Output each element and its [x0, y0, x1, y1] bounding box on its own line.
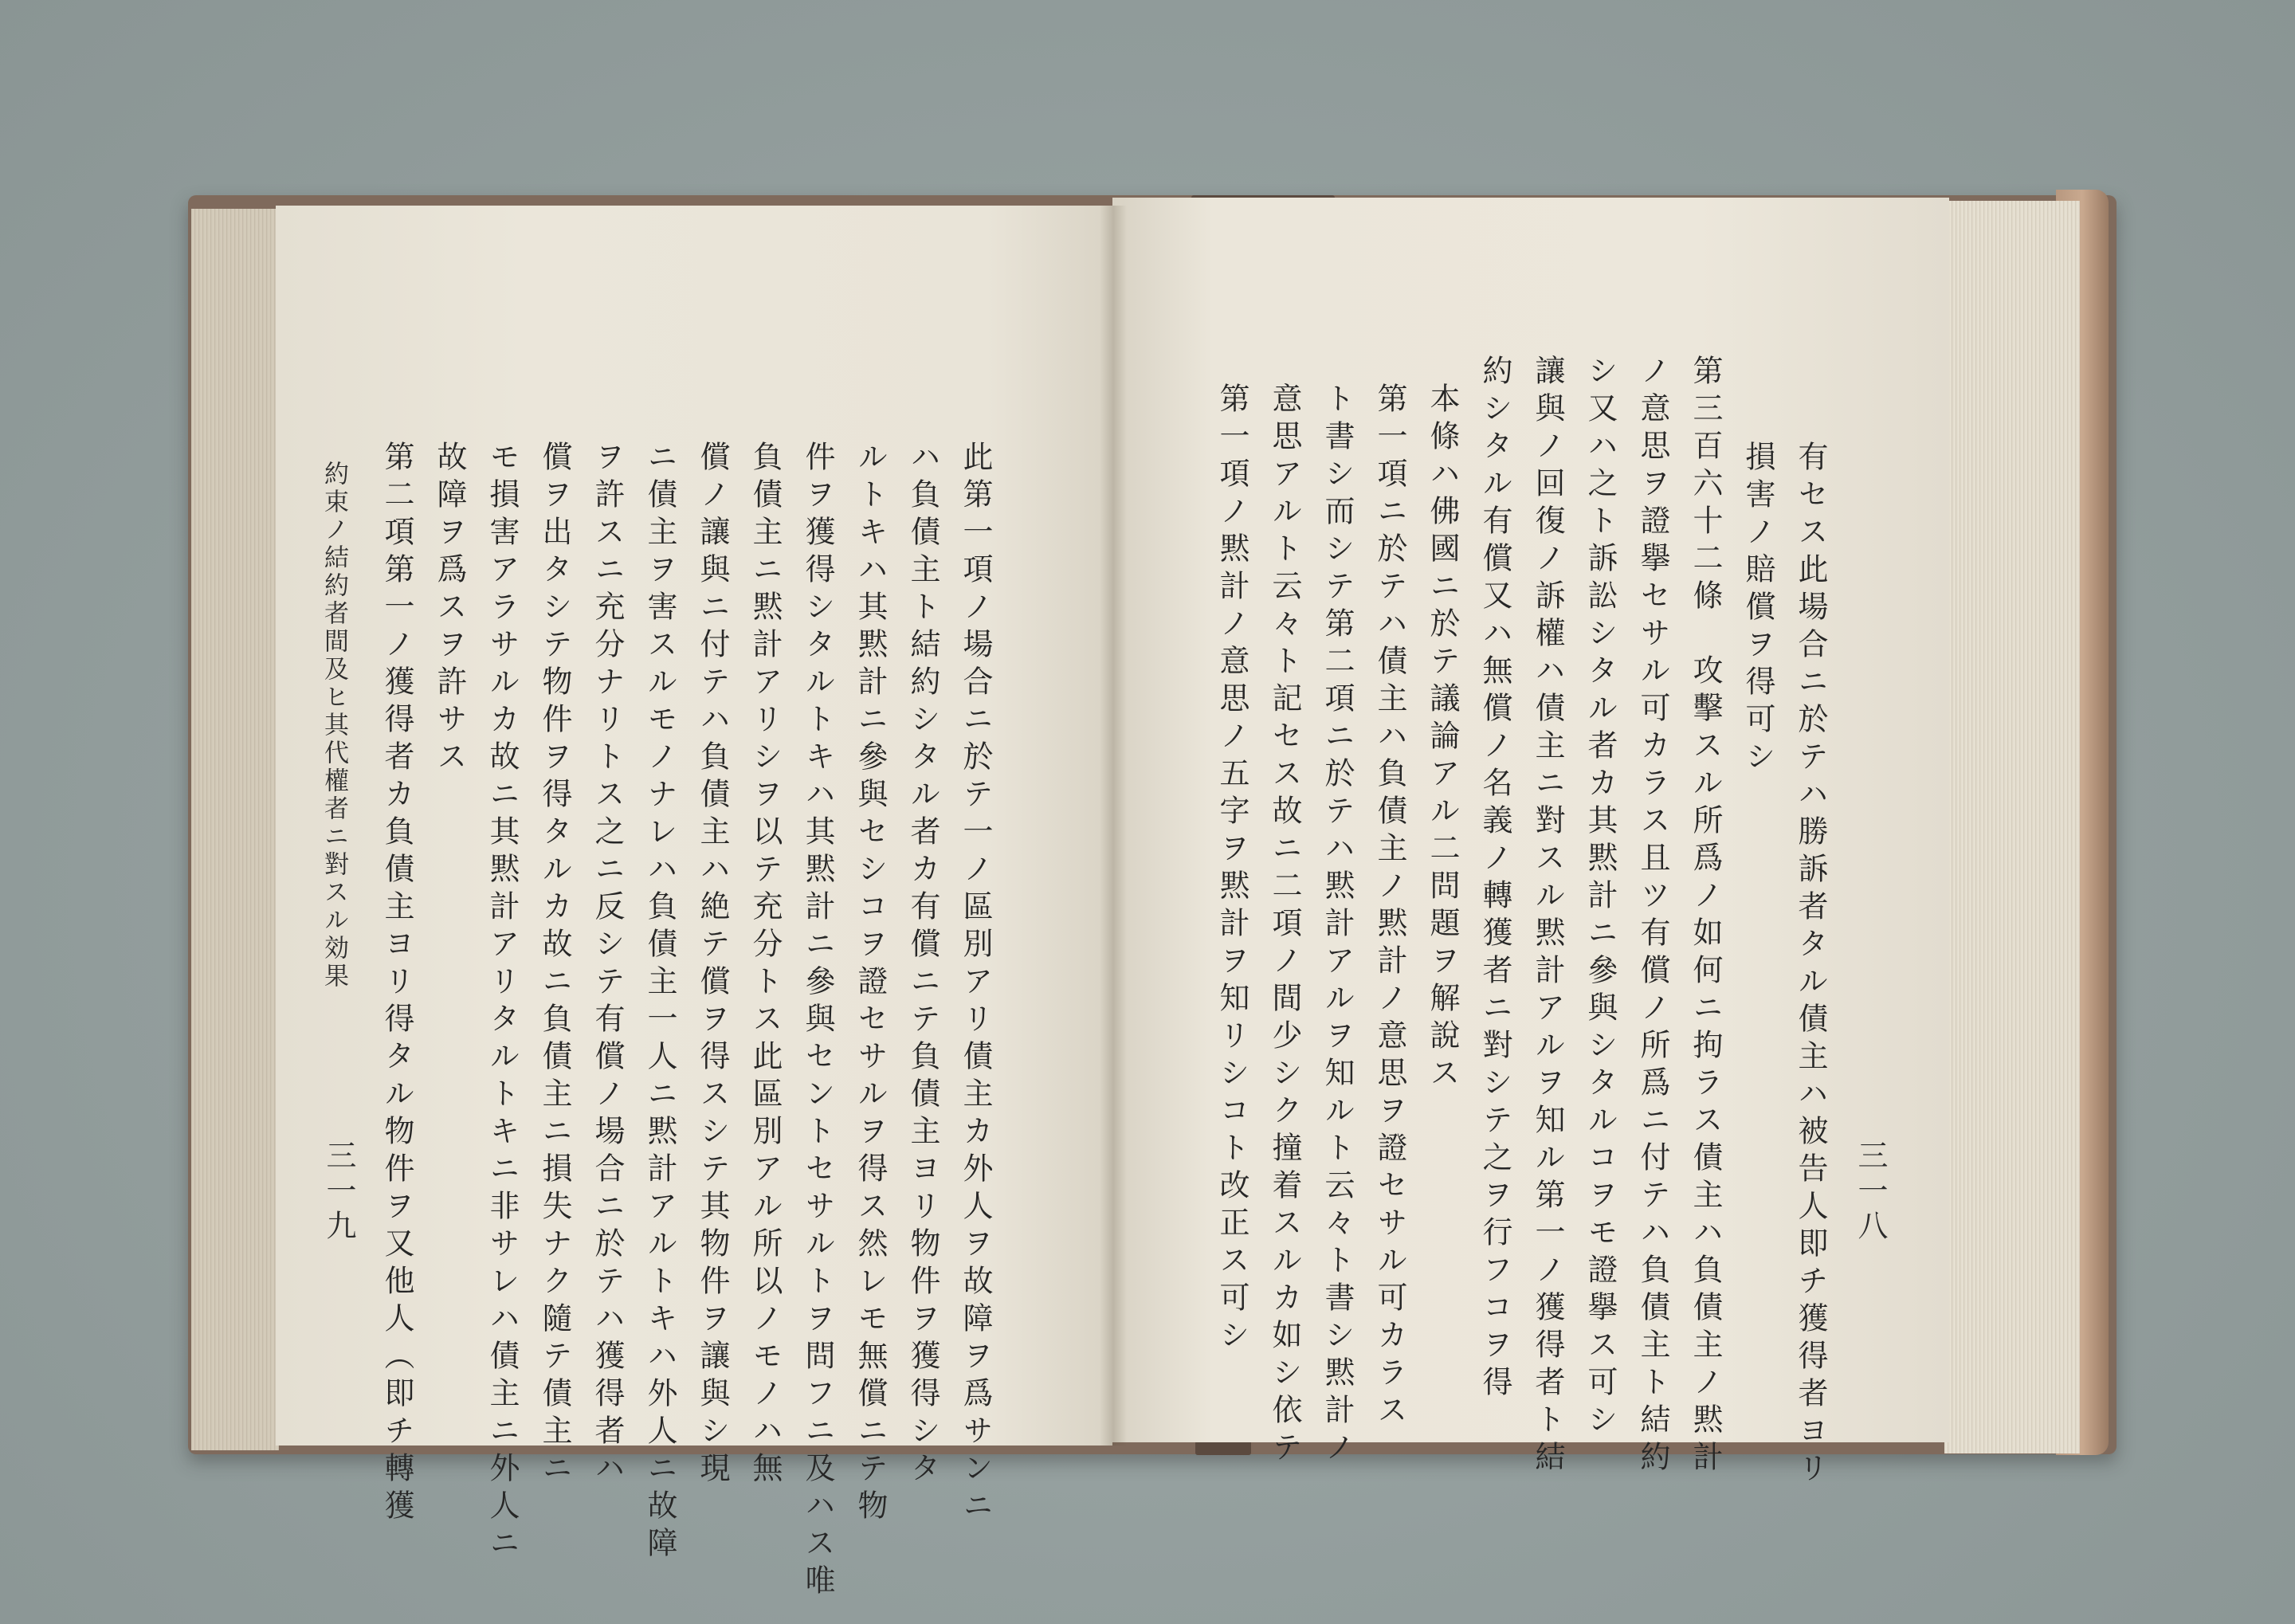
right-column-5: シ又ハ之ト訴訟シタル者カ其黙計ニ參與シタルコヲモ證擧ス可シ: [1583, 355, 1618, 1441]
left-column-6: 償ノ讓與ニ付テハ負債主ハ絶テ償ヲ得スシテ其物件ヲ讓與シ現: [695, 441, 730, 1489]
left-column-3: ルトキハ其黙計ニ參與セシコヲ證セサルヲ得ス然レモ無償ニテ物: [853, 441, 888, 1527]
left-column-12: 第二項第一ノ獲得者カ負債主ヨリ得タル物件ヲ又他人（即チ轉獲: [379, 441, 414, 1527]
right-column-12: 第一項ノ黙計ノ意思ノ五字ヲ黙計ヲ知リシコト改正ス可シ: [1214, 382, 1250, 1356]
book-strap-bottom: [1195, 1441, 1251, 1455]
right-column-3: 第三百六十二條 攻擊スル所爲ノ如何ニ拘ラス債主ハ負債主ノ黙計: [1688, 355, 1723, 1478]
running-head: 約束ノ結約者間及ヒ其代權者ニ對スル効果: [320, 461, 348, 990]
left-column-2: ハ負債主ト結約シタル者カ有償ニテ負債主ヨリ物件ヲ獲得シタ: [905, 441, 940, 1489]
right-column-8: 本條ハ佛國ニ於テ議論アル二問題ヲ解說ス: [1425, 382, 1460, 1094]
left-column-5: 負債主ニ黙計アリシヲ以テ充分トス此區別アル所以ノモノハ無: [747, 441, 783, 1489]
right-column-4: ノ意思ヲ證擧セサル可カラス且ツ有償ノ所爲ニ付テハ負債主ト結約: [1635, 355, 1670, 1478]
left-column-11: 故障ヲ爲スヲ許サス: [432, 441, 467, 778]
right-column-6: 讓與ノ回復ノ訴權ハ債主ニ對スル黙計アルヲ知ル第一ノ獲得者ト結: [1530, 355, 1565, 1478]
right-page-number: 三一八: [1853, 1140, 1888, 1245]
left-page-number: 三一九: [321, 1140, 356, 1245]
left-column-10: モ損害アラサルカ故ニ其黙計アリタルトキニ非サレハ債主ニ外人ニ: [484, 441, 520, 1564]
right-column-10: ト書シ而シテ第二項ニ於テハ黙計アルヲ知ルト云々ト書シ黙計ノ: [1320, 382, 1355, 1469]
left-column-1: 此第一項ノ場合ニ於テ一ノ區別アリ債主カ外人ヲ故障ヲ爲サンニ: [958, 441, 993, 1527]
left-column-7: ニ債主ヲ害スルモノナレハ負債主一人ニ黙計アルトキハ外人ニ故障: [642, 441, 677, 1564]
left-column-8: ヲ許スニ充分ナリトス之ニ反シテ有償ノ場合ニ於テハ獲得者ハ: [590, 441, 625, 1489]
right-page-stack: [1944, 201, 2080, 1453]
left-page-stack: [191, 209, 279, 1450]
right-column-7: 約シタル有償又ハ無償ノ名義ノ轉獲者ニ對シテ之ヲ行フコヲ得: [1477, 355, 1512, 1403]
book-gutter: [1100, 206, 1127, 1446]
right-column-9: 第一項ニ於テハ債主ハ負債主ノ黙計ノ意思ヲ證セサル可カラス: [1372, 382, 1407, 1431]
right-column-1: 有セス此場合ニ於テハ勝訴者タル債主ハ被告人即チ獲得者ヨリ: [1793, 441, 1828, 1489]
left-column-9: 償ヲ出タシテ物件ヲ得タルカ故ニ負債主ニ損失ナク隨テ債主ニ: [537, 441, 572, 1489]
left-column-4: 件ヲ獲得シタルトキハ其黙計ニ參與セントセサルトヲ問フニ及ハス唯: [800, 441, 835, 1602]
right-column-11: 意思アルト云々ト記セス故ニ二項ノ間少シク撞着スルカ如シ依テ: [1267, 382, 1302, 1469]
right-column-2: 損害ノ賠償ヲ得可シ: [1740, 441, 1775, 778]
